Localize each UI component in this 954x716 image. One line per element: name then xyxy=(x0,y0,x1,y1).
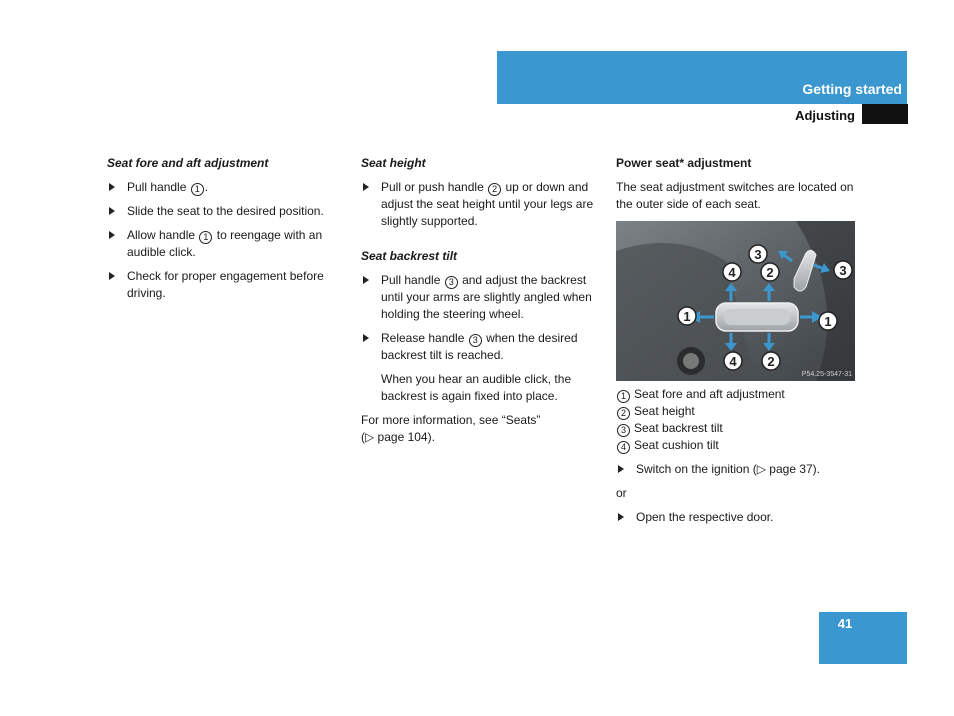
seat-switch-illustration xyxy=(616,221,855,381)
callout-number: 1 xyxy=(617,390,630,403)
bullet-arrow-icon xyxy=(109,231,115,239)
bullet-arrow-icon xyxy=(618,513,624,521)
callout-label-2-bottom: 2 xyxy=(767,354,775,369)
callout-label-4-top: 4 xyxy=(728,265,736,280)
step-pull-backrest: Pull handle 3 and adjust the backrest until your arms are slightly angled when holding the steering wheel. xyxy=(361,272,601,323)
legend-row-1: 1 Seat fore and aft adjustment xyxy=(616,386,858,403)
heading-seat-height: Seat height xyxy=(361,156,426,170)
or-text: or xyxy=(616,486,627,500)
section-title: Getting started xyxy=(802,81,902,97)
step-allow-handle: Allow handle 1 to reengage with an audible click. xyxy=(107,227,342,261)
step-release-backrest: Release handle 3 when the desired backrest tilt is reached. xyxy=(361,330,601,364)
callout-label-2-top: 2 xyxy=(766,265,774,280)
column-seat-fore-aft xyxy=(107,155,342,309)
column-seat-height-backrest xyxy=(361,155,601,453)
cushion-switch-inner xyxy=(724,309,790,325)
callout-number: 1 xyxy=(199,231,212,244)
bullet-arrow-icon xyxy=(109,207,115,215)
legend-row-2: 2 Seat height xyxy=(616,403,858,420)
image-code: P54.25-3547-31 xyxy=(801,371,852,378)
heading-seat-fore-aft: Seat fore and aft adjustment xyxy=(107,156,269,170)
bullet-arrow-icon xyxy=(363,276,369,284)
step-pull-handle: Pull handle 1 . xyxy=(107,179,342,196)
bullet-arrow-icon xyxy=(363,183,369,191)
seat-knob-inner xyxy=(683,353,699,369)
callout-number: 3 xyxy=(617,424,630,437)
legend-row-3: 3 Seat backrest tilt xyxy=(616,420,858,437)
bullet-arrow-icon xyxy=(363,334,369,342)
backrest-note: When you hear an audible click, the backrest is again fixed into place. xyxy=(381,372,572,403)
bullet-arrow-icon xyxy=(109,272,115,280)
bullet-arrow-icon xyxy=(109,183,115,191)
callout-label-4-bottom: 4 xyxy=(729,354,737,369)
legend xyxy=(616,386,858,454)
callout-number: 3 xyxy=(469,334,482,347)
power-seat-intro: The seat adjustment switches are located on the outer side of each seat. xyxy=(616,180,854,211)
callout-label-1-left: 1 xyxy=(683,309,691,324)
callout-label-3-right: 3 xyxy=(839,263,847,278)
callout-number: 1 xyxy=(191,183,204,196)
column-power-seat xyxy=(616,155,858,533)
step-check-engagement: Check for proper engagement before driving. xyxy=(107,268,342,302)
callout-number: 2 xyxy=(488,183,501,196)
callout-number: 2 xyxy=(617,407,630,420)
subsection-marker xyxy=(862,104,908,124)
subsection-title: Adjusting xyxy=(795,108,855,123)
step-seat-height: Pull or push handle 2 up or down and adjust the seat height until your legs are slightly supported. xyxy=(361,179,601,230)
heading-backrest-tilt: Seat backrest tilt xyxy=(361,249,458,263)
callout-number: 4 xyxy=(617,441,630,454)
callout-label-3-top: 3 xyxy=(754,247,762,262)
callout-label-1-right: 1 xyxy=(824,314,832,329)
heading-power-seat: Power seat* adjustment xyxy=(616,156,752,170)
step-switch-ignition: Switch on the ignition (▷ page 37). xyxy=(616,461,858,478)
more-info: For more information, see “Seats” (▷ page 104). xyxy=(361,413,541,444)
legend-row-4: 4 Seat cushion tilt xyxy=(616,437,858,454)
step-slide-seat: Slide the seat to the desired position. xyxy=(107,203,342,220)
bullet-arrow-icon xyxy=(618,465,624,473)
page-number: 41 xyxy=(837,616,853,631)
callout-number: 3 xyxy=(445,276,458,289)
step-open-door: Open the respective door. xyxy=(616,509,858,526)
page-reference-link[interactable]: (▷ page 104). xyxy=(361,430,435,444)
